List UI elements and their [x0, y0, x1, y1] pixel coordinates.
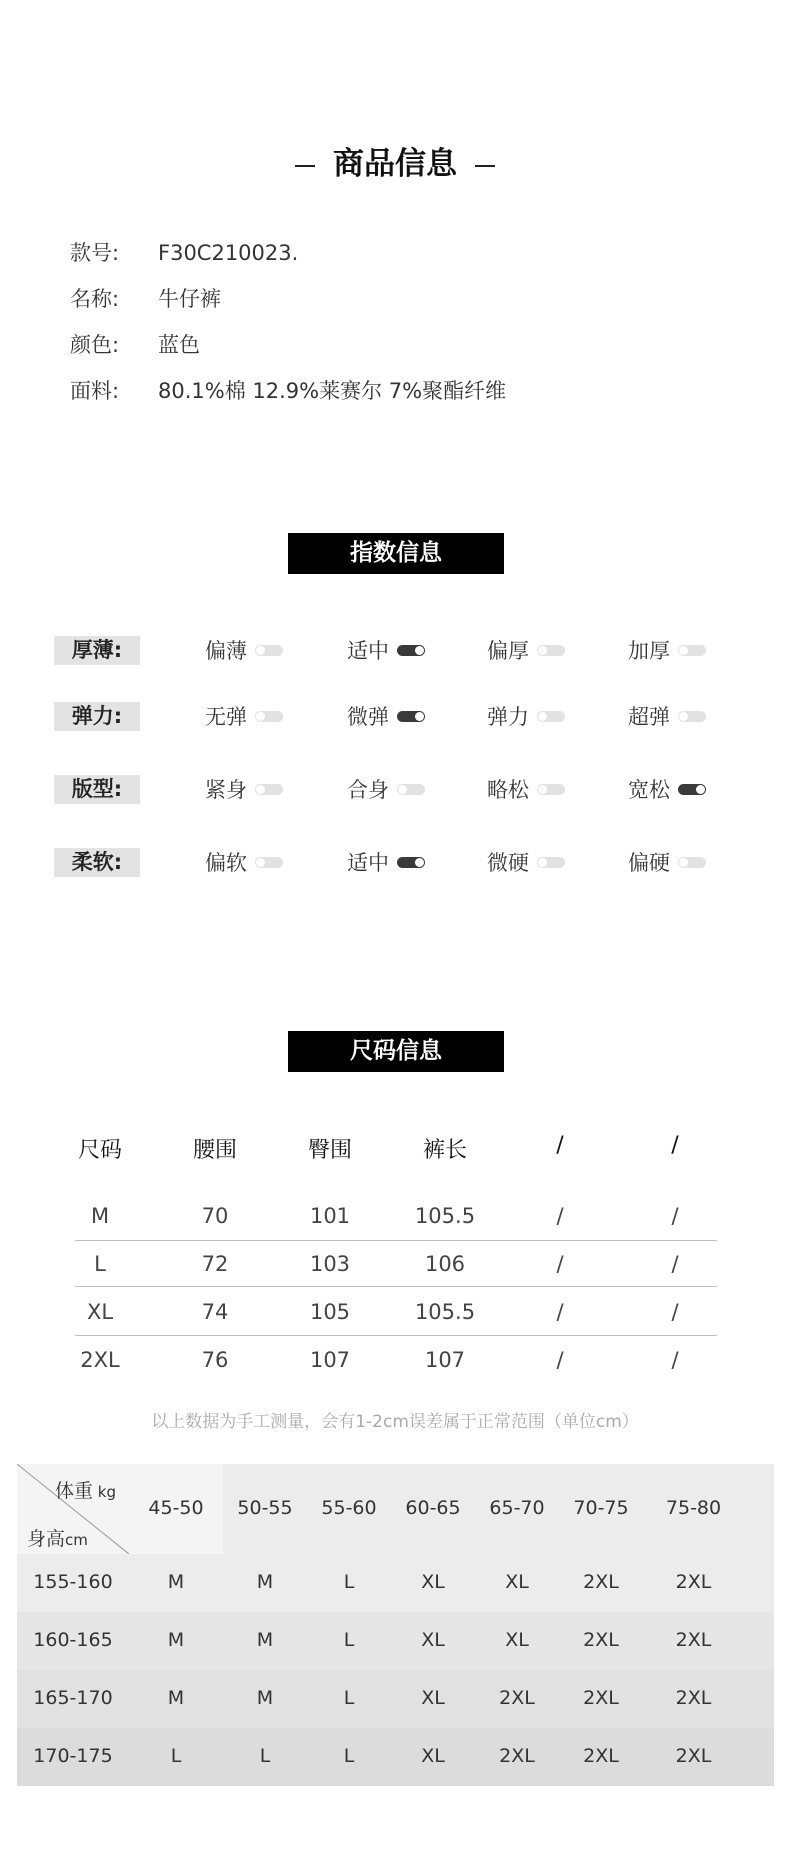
recommended-size-cell: 2XL	[583, 1571, 619, 1593]
index-option[interactable]	[487, 635, 565, 665]
recommended-size-cell: L	[343, 1745, 355, 1767]
toggle-off-icon[interactable]	[537, 645, 565, 656]
recommended-size-cell: XL	[421, 1571, 445, 1593]
recommended-size-cell: L	[343, 1687, 355, 1709]
weight-range-header: 70-75	[573, 1497, 629, 1519]
toggle-off-icon[interactable]	[537, 784, 565, 795]
index-option-label: 宽松	[628, 778, 670, 802]
toggle-off-icon[interactable]	[397, 784, 425, 795]
toggle-knob	[256, 858, 265, 867]
index-option[interactable]	[487, 774, 565, 804]
toggle-knob	[538, 858, 547, 867]
toggle-off-icon[interactable]	[678, 645, 706, 656]
index-section-banner: 指数信息	[288, 533, 504, 574]
info-key: 款号:	[70, 241, 120, 265]
recommended-size-cell: XL	[421, 1687, 445, 1709]
index-option[interactable]	[628, 701, 706, 731]
table-divider	[75, 1335, 717, 1336]
index-option[interactable]	[205, 774, 283, 804]
weight-range-header: 45-50	[148, 1497, 204, 1519]
index-option[interactable]	[347, 774, 425, 804]
fit-chart	[17, 1464, 774, 1784]
height-unit: cm	[65, 1531, 88, 1549]
recommended-size-cell: 2XL	[499, 1687, 535, 1709]
toggle-on-icon[interactable]	[678, 784, 706, 795]
recommended-size-cell: 2XL	[675, 1629, 712, 1651]
index-option-label: 紧身	[205, 778, 247, 802]
info-value: 80.1%棉 12.9%莱赛尔 7%聚酯纤维	[158, 379, 507, 403]
index-option-label: 适中	[347, 851, 389, 875]
size-table-cell: L	[94, 1252, 106, 1276]
weight-axis-label	[55, 1476, 116, 1503]
recommended-size-cell: 2XL	[499, 1745, 535, 1767]
index-option-label: 偏软	[205, 851, 247, 875]
index-option[interactable]	[205, 701, 283, 731]
index-option[interactable]	[628, 635, 706, 665]
toggle-off-icon[interactable]	[255, 857, 283, 868]
weight-range-header: 75-80	[665, 1497, 722, 1519]
size-table-cell: /	[671, 1300, 679, 1324]
index-option-label: 偏硬	[628, 851, 670, 875]
index-option[interactable]	[347, 635, 425, 665]
index-option-label: 加厚	[628, 639, 670, 663]
size-table-cell: 105.5	[414, 1300, 476, 1324]
info-row-color	[70, 329, 200, 359]
weight-range-header: 65-70	[489, 1497, 545, 1519]
info-key: 名称:	[70, 287, 120, 311]
index-row-label: 厚薄:	[54, 636, 140, 665]
index-option[interactable]	[347, 701, 425, 731]
size-table-cell: /	[671, 1204, 679, 1228]
index-option-label: 合身	[347, 778, 389, 802]
index-option-label: 偏厚	[487, 639, 529, 663]
measurement-note: 以上数据为手工测量，会有1-2cm误差属于正常范围（单位cm）	[151, 1412, 639, 1432]
index-row-label: 弹力:	[54, 702, 140, 731]
height-range-cell: 155-160	[33, 1571, 113, 1593]
index-row-label: 柔软:	[54, 848, 140, 877]
recommended-size-cell: L	[170, 1745, 182, 1767]
size-table-cell: /	[671, 1252, 679, 1276]
recommended-size-cell: L	[343, 1629, 355, 1651]
size-table-header: 腰围	[192, 1138, 237, 1163]
size-table-cell: 70	[201, 1204, 229, 1228]
toggle-knob	[415, 646, 424, 655]
size-table-header: /	[556, 1133, 564, 1158]
toggle-on-icon[interactable]	[397, 711, 425, 722]
toggle-off-icon[interactable]	[255, 645, 283, 656]
size-table-cell: 105.5	[414, 1204, 476, 1228]
index-option-label: 微硬	[487, 851, 529, 875]
recommended-size-cell: XL	[505, 1571, 529, 1593]
index-row-label: 版型:	[54, 775, 140, 804]
toggle-off-icon[interactable]	[255, 784, 283, 795]
table-divider	[75, 1240, 717, 1241]
toggle-knob	[415, 712, 424, 721]
title-dash-left	[295, 165, 315, 167]
toggle-knob	[679, 858, 688, 867]
index-option[interactable]	[487, 701, 565, 731]
weight-range-header: 50-55	[237, 1497, 293, 1519]
recommended-size-cell: XL	[505, 1629, 529, 1651]
product-section-title: 商品信息	[333, 146, 457, 182]
index-option-label: 超弹	[628, 705, 670, 729]
toggle-on-icon[interactable]	[397, 857, 425, 868]
recommended-size-cell: M	[167, 1687, 185, 1709]
height-range-cell: 160-165	[33, 1629, 113, 1651]
index-option-label: 略松	[487, 778, 529, 802]
recommended-size-cell: M	[256, 1571, 274, 1593]
size-table-header: 臀围	[307, 1138, 352, 1163]
size-table-cell: 107	[309, 1348, 351, 1372]
toggle-knob	[538, 712, 547, 721]
info-key: 颜色:	[70, 333, 120, 357]
recommended-size-cell: 2XL	[583, 1629, 619, 1651]
table-divider	[75, 1286, 717, 1287]
size-table-cell: M	[90, 1204, 110, 1228]
recommended-size-cell: M	[167, 1571, 185, 1593]
recommended-size-cell: L	[259, 1745, 271, 1767]
size-table-cell: 106	[424, 1252, 466, 1276]
size-table-cell: /	[556, 1204, 564, 1228]
size-table-header: 裤长	[422, 1138, 467, 1163]
size-table-cell: 107	[424, 1348, 466, 1372]
index-option-label: 弹力	[487, 705, 529, 729]
index-option[interactable]	[628, 774, 706, 804]
recommended-size-cell: M	[256, 1629, 274, 1651]
toggle-on-icon[interactable]	[397, 645, 425, 656]
recommended-size-cell: 2XL	[675, 1571, 712, 1593]
toggle-knob	[679, 712, 688, 721]
weight-range-header: 60-65	[405, 1497, 461, 1519]
size-table-cell: 101	[309, 1204, 351, 1228]
size-section-banner: 尺码信息	[288, 1031, 504, 1072]
index-option[interactable]	[205, 847, 283, 877]
recommended-size-cell: 2XL	[583, 1745, 619, 1767]
height-axis-label	[27, 1524, 88, 1551]
size-table-cell: 72	[201, 1252, 229, 1276]
height-range-cell: 170-175	[33, 1745, 113, 1767]
weight-label-text: 体重	[55, 1480, 94, 1502]
size-table-cell: 2XL	[80, 1348, 120, 1372]
size-table-cell: /	[556, 1348, 564, 1372]
index-option[interactable]	[487, 847, 565, 877]
info-row-name	[70, 283, 221, 313]
toggle-knob	[398, 785, 407, 794]
size-table-header: 尺码	[77, 1138, 122, 1163]
size-table-cell: 76	[201, 1348, 229, 1372]
toggle-knob	[696, 785, 705, 794]
toggle-knob	[256, 785, 265, 794]
recommended-size-cell: 2XL	[675, 1687, 712, 1709]
toggle-knob	[256, 646, 265, 655]
size-table-cell: 74	[201, 1300, 229, 1324]
index-option[interactable]	[628, 847, 706, 877]
index-option[interactable]	[205, 635, 283, 665]
weight-range-header: 55-60	[321, 1497, 377, 1519]
recommended-size-cell: 2XL	[583, 1687, 619, 1709]
index-option-label: 无弹	[205, 705, 247, 729]
size-table-cell: /	[671, 1348, 679, 1372]
product-title-row	[0, 138, 790, 183]
toggle-knob	[538, 646, 547, 655]
size-table-cell: /	[556, 1252, 564, 1276]
info-key: 面料:	[70, 379, 120, 403]
height-range-cell: 165-170	[33, 1687, 113, 1709]
toggle-off-icon[interactable]	[255, 711, 283, 722]
info-value: F30C210023.	[158, 241, 299, 265]
size-table-header: /	[671, 1133, 679, 1158]
weight-unit: kg	[93, 1483, 116, 1501]
toggle-off-icon[interactable]	[537, 711, 565, 722]
toggle-off-icon[interactable]	[678, 857, 706, 868]
toggle-knob	[679, 646, 688, 655]
toggle-knob	[256, 712, 265, 721]
toggle-off-icon[interactable]	[678, 711, 706, 722]
title-dash-right	[475, 165, 495, 167]
index-option-label: 微弹	[347, 705, 389, 729]
toggle-knob	[538, 785, 547, 794]
recommended-size-cell: L	[343, 1571, 355, 1593]
height-label-text: 身高	[27, 1528, 66, 1550]
size-table-cell: /	[556, 1300, 564, 1324]
size-table-cell: XL	[86, 1300, 114, 1324]
recommended-size-cell: XL	[421, 1629, 445, 1651]
info-value: 牛仔裤	[158, 287, 221, 311]
size-table-cell: 103	[309, 1252, 351, 1276]
size-table-cell: 105	[309, 1300, 351, 1324]
recommended-size-cell: M	[256, 1687, 274, 1709]
index-option-label: 偏薄	[205, 639, 247, 663]
recommended-size-cell: 2XL	[675, 1745, 712, 1767]
recommended-size-cell: XL	[421, 1745, 445, 1767]
info-row-fabric	[70, 375, 506, 405]
index-option-label: 适中	[347, 639, 389, 663]
info-row-style-no	[70, 237, 298, 267]
info-value: 蓝色	[158, 333, 200, 357]
recommended-size-cell: M	[167, 1629, 185, 1651]
toggle-knob	[415, 858, 424, 867]
toggle-off-icon[interactable]	[537, 857, 565, 868]
index-option[interactable]	[347, 847, 425, 877]
